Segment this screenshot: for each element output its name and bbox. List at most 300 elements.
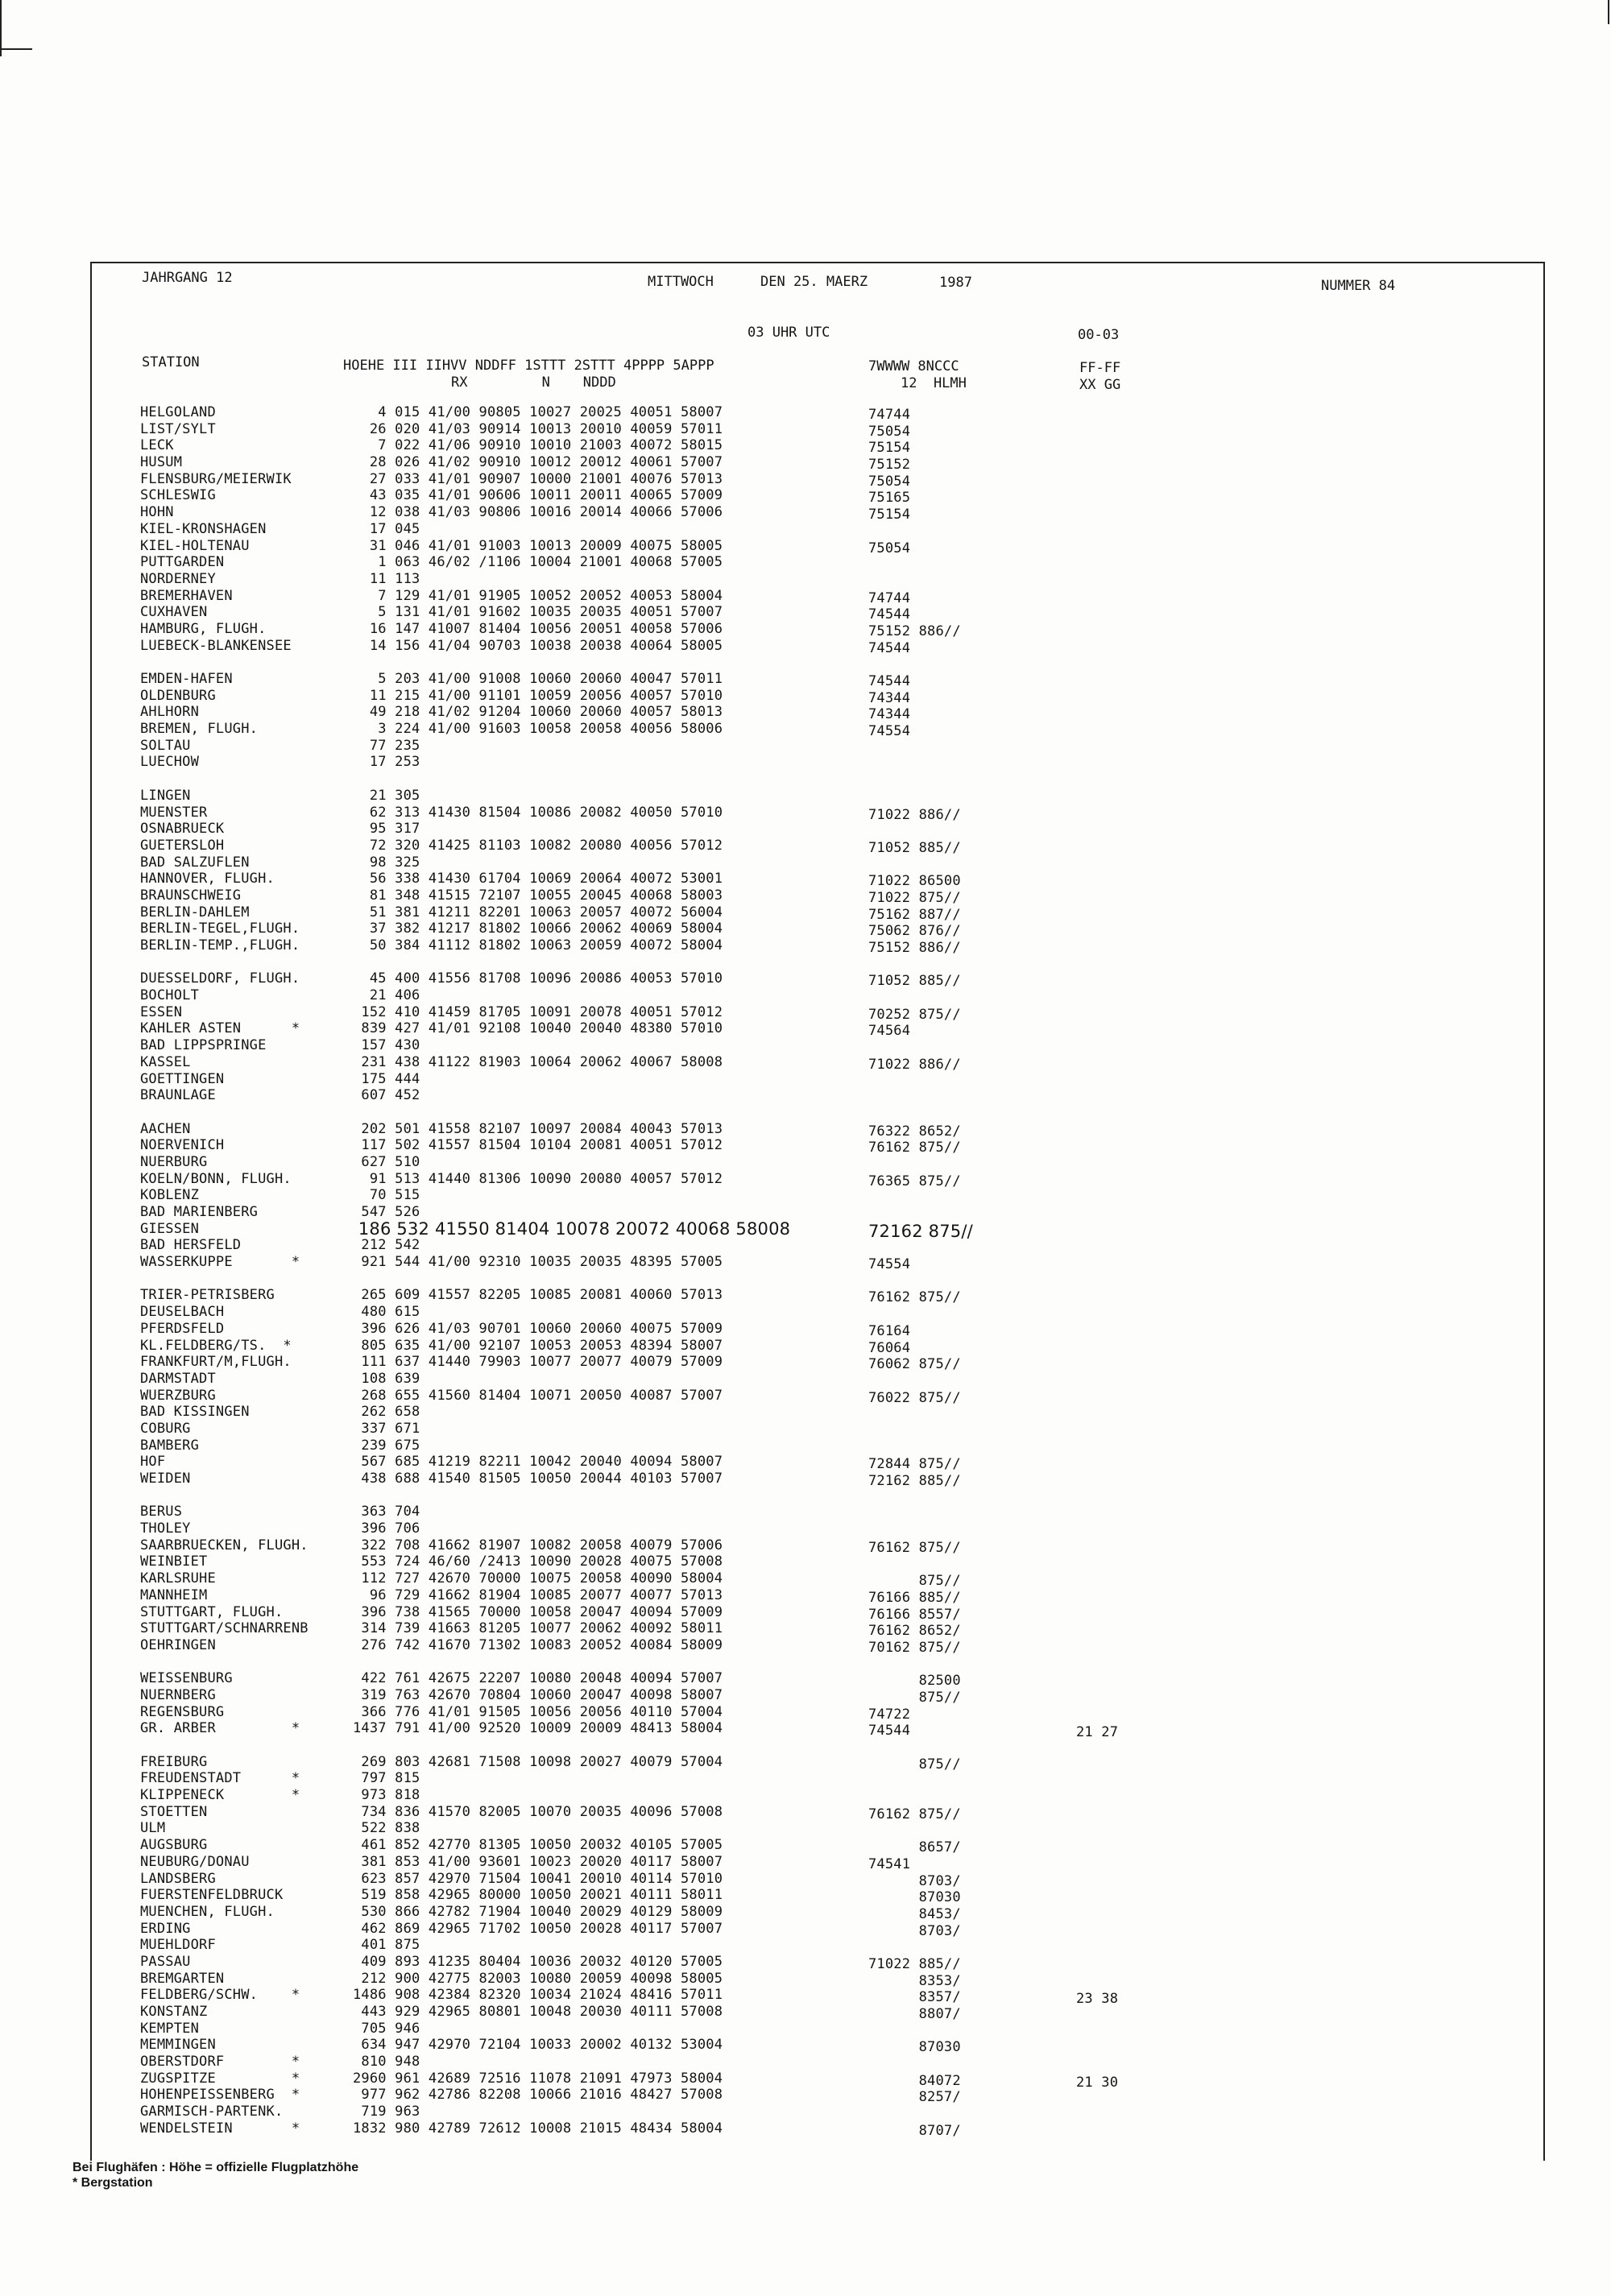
weather-group: 87030 [868,2039,961,2056]
gust-group [1076,908,1118,925]
station-name: OEHRINGEN [140,1636,216,1653]
gust-group [1076,892,1118,908]
section-gap [353,1654,790,1671]
observation-codes: 43 035 41/01 90606 10011 20011 40065 57009 [353,487,723,504]
weather-group: 71022 86500 [868,873,961,890]
gust-group [1076,625,1118,642]
weather-group: 71022 886// [868,1056,961,1073]
section-gap [1076,775,1118,792]
gust-group [1076,1358,1118,1375]
gust-group [1076,1591,1118,1608]
weather-group: 75054 [868,540,911,556]
station-name: BAMBERG [140,1437,200,1454]
weather-group: 8707/ [868,2122,961,2139]
station-name: KLIPPENECK * [140,1787,300,1804]
gust-group [1076,508,1118,525]
section-gap [140,771,309,788]
weather-group [868,2106,973,2123]
weather-group: 74744 [868,590,911,606]
gust-group [1076,1392,1118,1409]
station-name: OBERSTDORF * [140,2054,300,2071]
observation-codes: 810 948 [353,2054,420,2071]
station-name: STUTTGART/SCHNARRENB [140,1620,309,1637]
weather-group: 75152 886// [868,623,961,639]
station-name: ZUGSPITZE * [140,2070,300,2087]
weather-group [868,1773,973,1789]
station-name: WUERZBURG [140,1387,216,1404]
weather-group: 71022 885// [868,1955,961,1972]
observation-codes: 1 063 46/02 /1106 10004 21001 40068 57005 [353,554,723,571]
section-gap [1076,658,1118,675]
station-name: GR. ARBER * [140,1720,300,1737]
gust-group [1076,1925,1118,1942]
gust-group [1076,2041,1118,2058]
gust-group [1076,1524,1118,1541]
observation-codes: 81 348 41515 72107 10055 20045 40068 58003 [353,887,723,904]
weather-group: 875// [868,1689,961,1706]
observation-codes: 28 026 41/02 90910 10012 20012 40061 57007 [353,454,723,471]
station-name: ULM [140,1820,166,1837]
gust-group [1076,1175,1118,1192]
weather-group [868,823,973,840]
section-gap [868,773,973,790]
gust-group [1076,792,1118,809]
section-gap [140,1271,309,1288]
section-gap [353,1271,790,1288]
observation-codes: 422 761 42675 22207 10080 20048 40094 57007 [353,1670,723,1687]
gust-group [1076,1141,1118,1158]
station-name: ESSEN [140,1003,183,1020]
weather-group: 74564 [868,1023,911,1040]
observation-codes: 14 156 41/04 90703 10038 20038 40064 58005 [353,637,723,654]
observation-codes: 117 502 41557 81504 10104 20081 40051 57012 [353,1137,723,1154]
section-gap [1076,958,1118,975]
station-name: COBURG [140,1420,191,1437]
scan-edge-mark [1608,0,1609,24]
weather-group: 8703/ [868,1872,961,1889]
observation-codes: 17 045 [353,520,420,537]
station-column [140,404,309,2137]
gust-group [1076,1908,1118,1925]
gust-group [1076,1325,1118,1342]
gust-group [1076,1158,1118,1175]
station-name: BERLIN-TEGEL,FLUGH. [140,920,300,937]
weather-group: 76022 875// [868,1389,961,1406]
weather-group: 76062 875// [868,1356,961,1373]
gust-group [1076,858,1118,875]
gust-group [1076,725,1118,742]
observation-codes: 212 900 42775 82003 10080 20059 40098 58005 [353,1970,723,1987]
weather-group: 70162 875// [868,1639,961,1656]
section-gap [140,1737,309,1754]
observation-codes: 705 946 [353,2020,420,2037]
weather-group: 74344 [868,689,911,706]
weather-column-header: 7WWWW 8NCCC [868,358,959,374]
weather-group: 87030 [868,1889,961,1906]
weather-group: 75154 [868,440,911,457]
observation-codes: 553 724 46/60 /2413 10090 20028 40075 57008 [353,1553,723,1570]
gust-group [1076,475,1118,492]
gust-group [1076,558,1118,575]
weather-group: 75165 [868,490,911,507]
observation-codes: 62 313 41430 81504 10086 20082 40050 57010 [353,804,723,821]
weather-group [868,1189,973,1206]
station-name: BAD LIPPSPRINGE [140,1037,267,1054]
weather-group [868,523,973,540]
observation-codes: 396 626 41/03 90701 10060 20060 40075 57009 [353,1320,723,1337]
gust-group [1076,1425,1118,1442]
weather-group: 74344 [868,706,911,723]
gust-group [1076,925,1118,941]
station-name: KOBLENZ [140,1187,200,1204]
weather-group: 76162 875// [868,1289,961,1306]
section-gap [868,1657,973,1673]
gust-group [1076,458,1118,475]
gust-group [1076,842,1118,858]
observation-codes: 157 430 [353,1037,420,1054]
observation-codes: 91 513 41440 81306 10090 20080 40057 57012 [353,1170,723,1187]
observation-codes: 98 325 [353,854,420,871]
observation-codes: 409 893 41235 80404 10036 20032 40120 57005 [353,1953,723,1970]
observation-codes: 5 203 41/00 91008 10060 20060 40047 57011 [353,671,723,687]
observation-codes: 319 763 42670 70804 10060 20047 40098 58007 [353,1686,723,1703]
weather-group: 72844 875// [868,1456,961,1473]
section-gap [353,771,790,788]
weather-group: 71022 886// [868,806,961,823]
station-name: BERLIN-TEMP.,FLUGH. [140,937,300,954]
section-gap [1076,1491,1118,1508]
gust-group [1076,1858,1118,1875]
station-name: HOHENPEISSENBERG * [140,2087,300,2104]
gust-group [1076,1558,1118,1574]
observation-codes: 77 235 [353,737,420,754]
wind-column-subheader: XX GG [1079,377,1121,393]
gust-group [1076,1541,1118,1558]
station-name: KIEL-KRONSHAGEN [140,520,267,537]
station-name: WEINBIET [140,1553,208,1570]
station-name: HELGOLAND [140,404,216,420]
station-name: BAD HERSFELD [140,1237,242,1254]
section-gap [140,1654,309,1671]
gust-group [1076,441,1118,458]
observation-codes: 363 704 [353,1504,420,1520]
observation-codes: 21 305 [353,787,420,804]
issue-number: NUMMER 84 [1321,278,1396,294]
observation-codes: 322 708 41662 81907 10082 20058 40079 57006 [353,1537,723,1553]
weather-group: 74544 [868,639,911,656]
observation-codes: 17 253 [353,754,420,771]
station-name: KOELN/BONN, FLUGH. [140,1170,292,1187]
gust-group [1076,1058,1118,1075]
station-name: KONSTANZ [140,2004,208,2020]
weather-group: 74554 [868,723,911,740]
gust-group [1076,1758,1118,1775]
station-name: DARMSTADT [140,1370,216,1387]
observation-codes: 12 038 41/03 90806 10016 20014 40066 57006 [353,504,723,521]
weather-group [868,857,973,874]
gust-group [1076,642,1118,659]
observation-codes: 438 688 41540 81505 10050 20044 40103 57007 [353,1471,723,1487]
station-name: STUTTGART, FLUGH. [140,1603,284,1620]
weather-group [868,1556,973,1573]
station-name: DUESSELDORF, FLUGH. [140,970,300,987]
gust-group [1076,1442,1118,1458]
gust-group [1076,1708,1118,1725]
station-name: NOERVENICH [140,1137,225,1154]
station-name: WEISSENBURG [140,1670,233,1687]
weather-group: 72162 875// [868,1221,973,1241]
station-name: LANDSBERG [140,1870,216,1887]
observation-codes: 1437 791 41/00 92520 10009 20009 48413 58004 [353,1720,723,1737]
weather-group [868,1939,973,1956]
weather-group [868,756,973,773]
observation-codes: 31 046 41/01 91003 10013 20009 40075 58005 [353,537,723,554]
weather-group: 76162 875// [868,1539,961,1556]
station-name: MUENSTER [140,804,208,821]
observation-codes: 396 738 41565 70000 10058 20047 40094 57009 [353,1603,723,1620]
gust-group [1076,758,1118,775]
section-gap [1076,1658,1118,1675]
observation-codes: 202 501 41558 82107 10097 20084 40043 57013 [353,1120,723,1137]
observation-codes: 2960 961 42689 72516 11078 21091 47973 58004 [353,2070,723,2087]
observation-codes: 186 532 41550 81404 10078 20072 40068 58008 [353,1218,791,1239]
station-name: KASSEL [140,1053,191,1070]
station-name: FUERSTENFELDBRUCK [140,1887,284,1904]
station-column-header: STATION [142,354,200,370]
observation-codes: 26 020 41/03 90914 10013 20010 40059 57011 [353,420,723,437]
observation-codes: 111 637 41440 79903 10077 20077 40079 57009 [353,1354,723,1371]
observation-codes: 734 836 41570 82005 10070 20035 40096 57008 [353,1803,723,1820]
station-name: AHLHORN [140,704,200,721]
gust-group [1076,1975,1118,1992]
station-name: LUEBECK-BLANKENSEE [140,637,292,654]
footnote-mountain-station: * Bergstation [72,2176,153,2190]
observation-codes: 11 215 41/00 91101 10059 20056 40057 57010 [353,687,723,704]
observation-codes: 977 962 42786 82208 10066 21016 48427 57008 [353,2087,723,2104]
weather-group [868,556,973,573]
station-name: BAD MARIENBERG [140,1204,259,1220]
station-name: FREIBURG [140,1753,208,1770]
section-gap [868,1490,973,1507]
report-frame [90,262,1545,2161]
weather-group: 875// [868,1756,961,1773]
observation-codes: 797 815 [353,1770,420,1787]
observation-codes: 627 510 [353,1153,420,1170]
weather-group: 8703/ [868,1922,961,1939]
weather-group: 71052 885// [868,973,961,990]
section-gap [1076,1108,1118,1125]
weather-group: 8657/ [868,1839,961,1856]
weather-group: 76365 875// [868,1173,961,1189]
station-name: ERDING [140,1920,191,1937]
station-name: BRAUNLAGE [140,1087,216,1104]
gust-group [1076,408,1118,425]
gust-group [1076,1691,1118,1708]
gust-group [1076,1241,1118,1258]
observation-codes: 547 526 [353,1204,420,1220]
gust-group [1076,1808,1118,1825]
observation-codes: 462 869 42965 71702 10050 20028 40117 57007 [353,1920,723,1937]
station-name: GIESSEN [140,1220,200,1237]
weather-group [868,1206,973,1223]
station-name: LINGEN [140,787,191,804]
station-name: LECK [140,437,174,454]
station-name: THOLEY [140,1520,191,1537]
gust-group [1076,575,1118,592]
station-name: CUXHAVEN [140,604,208,621]
gust-group [1076,491,1118,508]
year-label: 1987 [939,275,972,291]
weather-group [868,1090,973,1107]
footnote-airports: Bei Flughäfen : Höhe = offizielle Flugplatzhöhe [72,2161,359,2174]
observation-codes: 607 452 [353,1087,420,1104]
gust-group [1076,1641,1118,1658]
observation-codes: 396 706 [353,1520,420,1537]
weather-group [868,1306,973,1323]
wind-column-header: FF-FF [1079,360,1121,376]
observation-codes: 95 317 [353,821,420,838]
station-name: HUSUM [140,454,183,471]
weather-group: 75154 [868,507,911,523]
section-gap [353,1487,790,1504]
weather-group: 875// [868,1573,961,1590]
observation-codes: 5 131 41/01 91602 10035 20035 40051 57007 [353,604,723,621]
observation-codes: 381 853 41/00 93601 10023 20020 40117 58007 [353,1853,723,1870]
gust-group [1076,1024,1118,1041]
gust-group [1076,825,1118,842]
gust-group [1076,1091,1118,1108]
observation-codes: 175 444 [353,1070,420,1087]
station-name: HAMBURG, FLUGH. [140,620,267,637]
gust-group [1076,708,1118,725]
station-name: REGENSBURG [140,1703,225,1720]
observation-period: 00-03 [1078,327,1120,343]
gust-group [1076,1308,1118,1325]
station-name: SOLTAU [140,737,191,754]
observation-codes: 50 384 41112 81802 10063 20059 40072 58004 [353,937,723,954]
gust-group [1076,425,1118,442]
station-name: WASSERKUPPE * [140,1254,300,1271]
gust-group [1076,1041,1118,1058]
weather-group: 75054 [868,423,911,440]
weather-group: 74544 [868,673,911,689]
station-name: BAD SALZUFLEN [140,854,250,871]
weather-group [868,1789,973,1806]
station-name: WENDELSTEIN * [140,2120,300,2137]
section-gap [140,1104,309,1121]
gust-group [1076,2124,1118,2141]
gust-group [1076,1674,1118,1691]
section-gap [1076,1741,1118,1758]
observation-codes: 72 320 41425 81103 10082 20080 40056 57012 [353,837,723,854]
weather-group [868,1074,973,1090]
station-name: LUECHOW [140,754,200,771]
observation-codes: 401 875 [353,1937,420,1954]
weather-group: 76162 875// [868,1140,961,1156]
section-gap [140,954,309,971]
station-name: FLENSBURG/MEIERWIK [140,470,292,487]
station-name: GOETTINGEN [140,1070,225,1087]
weather-group: 74544 [868,1723,911,1740]
section-gap [353,654,790,671]
observation-codes: 268 655 41560 81404 10071 20050 40087 57007 [353,1387,723,1404]
observation-codes: 337 671 [353,1420,420,1437]
station-name: GARMISCH-PARTENK. [140,2104,284,2120]
station-name: KL.FELDBERG/TS. * [140,1337,292,1354]
weather-group [868,740,973,757]
observation-codes: 276 742 41670 71302 10083 20052 40084 58009 [353,1636,723,1653]
observation-codes: 269 803 42681 71508 10098 20027 40079 57004 [353,1753,723,1770]
observation-codes: 51 381 41211 82201 10063 20057 40072 56004 [353,904,723,920]
observation-codes: 3 224 41/00 91603 10058 20058 40056 58006 [353,721,723,738]
weather-group: 76166 885// [868,1589,961,1606]
observation-codes: 27 033 41/01 90907 10000 21001 40076 57013 [353,470,723,487]
station-name: GUETERSLOH [140,837,225,854]
weather-group: 8453/ [868,1905,961,1922]
observation-codes: 519 858 42965 80000 10050 20021 40111 58011 [353,1887,723,1904]
weather-group [868,1423,973,1440]
gust-group [1076,809,1118,825]
weather-column [868,407,973,2140]
station-name: FREUDENSTADT * [140,1770,300,1787]
weather-group: 74744 [868,407,911,423]
section-gap [868,1273,973,1290]
station-name: BERLIN-DAHLEM [140,904,250,920]
observation-codes: 7 129 41/01 91905 10052 20052 40053 58004 [353,587,723,604]
observation-codes: 239 675 [353,1437,420,1454]
weather-group: 8807/ [868,2006,961,2022]
station-name: PASSAU [140,1953,191,1970]
section-gap [868,1740,973,1756]
weather-group: 8357/ [868,1989,961,2006]
weather-group [868,1373,973,1390]
observation-codes: 231 438 41122 81903 10064 20062 40067 58008 [353,1053,723,1070]
observation-codes: 921 544 41/00 92310 10035 20035 48395 57005 [353,1254,723,1271]
weather-group: 72162 885// [868,1473,961,1489]
codes-column-subheader: RX N NDDD [451,374,616,391]
gust-group [1076,1875,1118,1892]
observation-codes: 1486 908 42384 82320 10034 21024 48416 57011 [353,1987,723,2004]
observation-codes: 49 218 41/02 91204 10060 20060 40057 58013 [353,704,723,721]
station-name: MANNHEIM [140,1587,208,1603]
observation-codes: 96 729 41662 81904 10085 20077 40077 57013 [353,1587,723,1603]
station-name: NORDERNEY [140,570,216,587]
observation-codes: 4 015 41/00 90805 10027 20025 40051 58007 [353,404,723,420]
section-gap [140,654,309,671]
station-name: FELDBERG/SCHW. * [140,1987,300,2004]
station-name: OSNABRUECK [140,821,225,838]
observation-codes: 443 929 42965 80801 10048 20030 40111 57008 [353,2004,723,2020]
station-name: BOCHOLT [140,987,200,1004]
codes-column-header: HOEHE III IIHVV NDDFF 1STTT 2STTT 4PPPP 5APPP [343,358,714,374]
weather-group: 74544 [868,606,911,623]
observation-codes: 461 852 42770 81305 10050 20032 40105 57005 [353,1837,723,1854]
station-name: FRANKFURT/M,FLUGH. [140,1354,292,1371]
observation-codes: 973 818 [353,1787,420,1804]
station-name: BREMEN, FLUGH. [140,721,259,738]
gust-group [1076,1125,1118,1142]
gust-group [1076,1891,1118,1908]
observation-codes: 16 147 41007 81404 10056 20051 40058 57006 [353,620,723,637]
weather-group: 8257/ [868,2089,961,2106]
station-name: HOF [140,1454,166,1471]
gust-group [1076,1375,1118,1392]
gust-group [1076,1958,1118,1975]
section-gap [1076,1275,1118,1292]
station-name: NUERNBERG [140,1686,216,1703]
gust-group [1076,1791,1118,1808]
weather-group: 76164 [868,1322,911,1339]
